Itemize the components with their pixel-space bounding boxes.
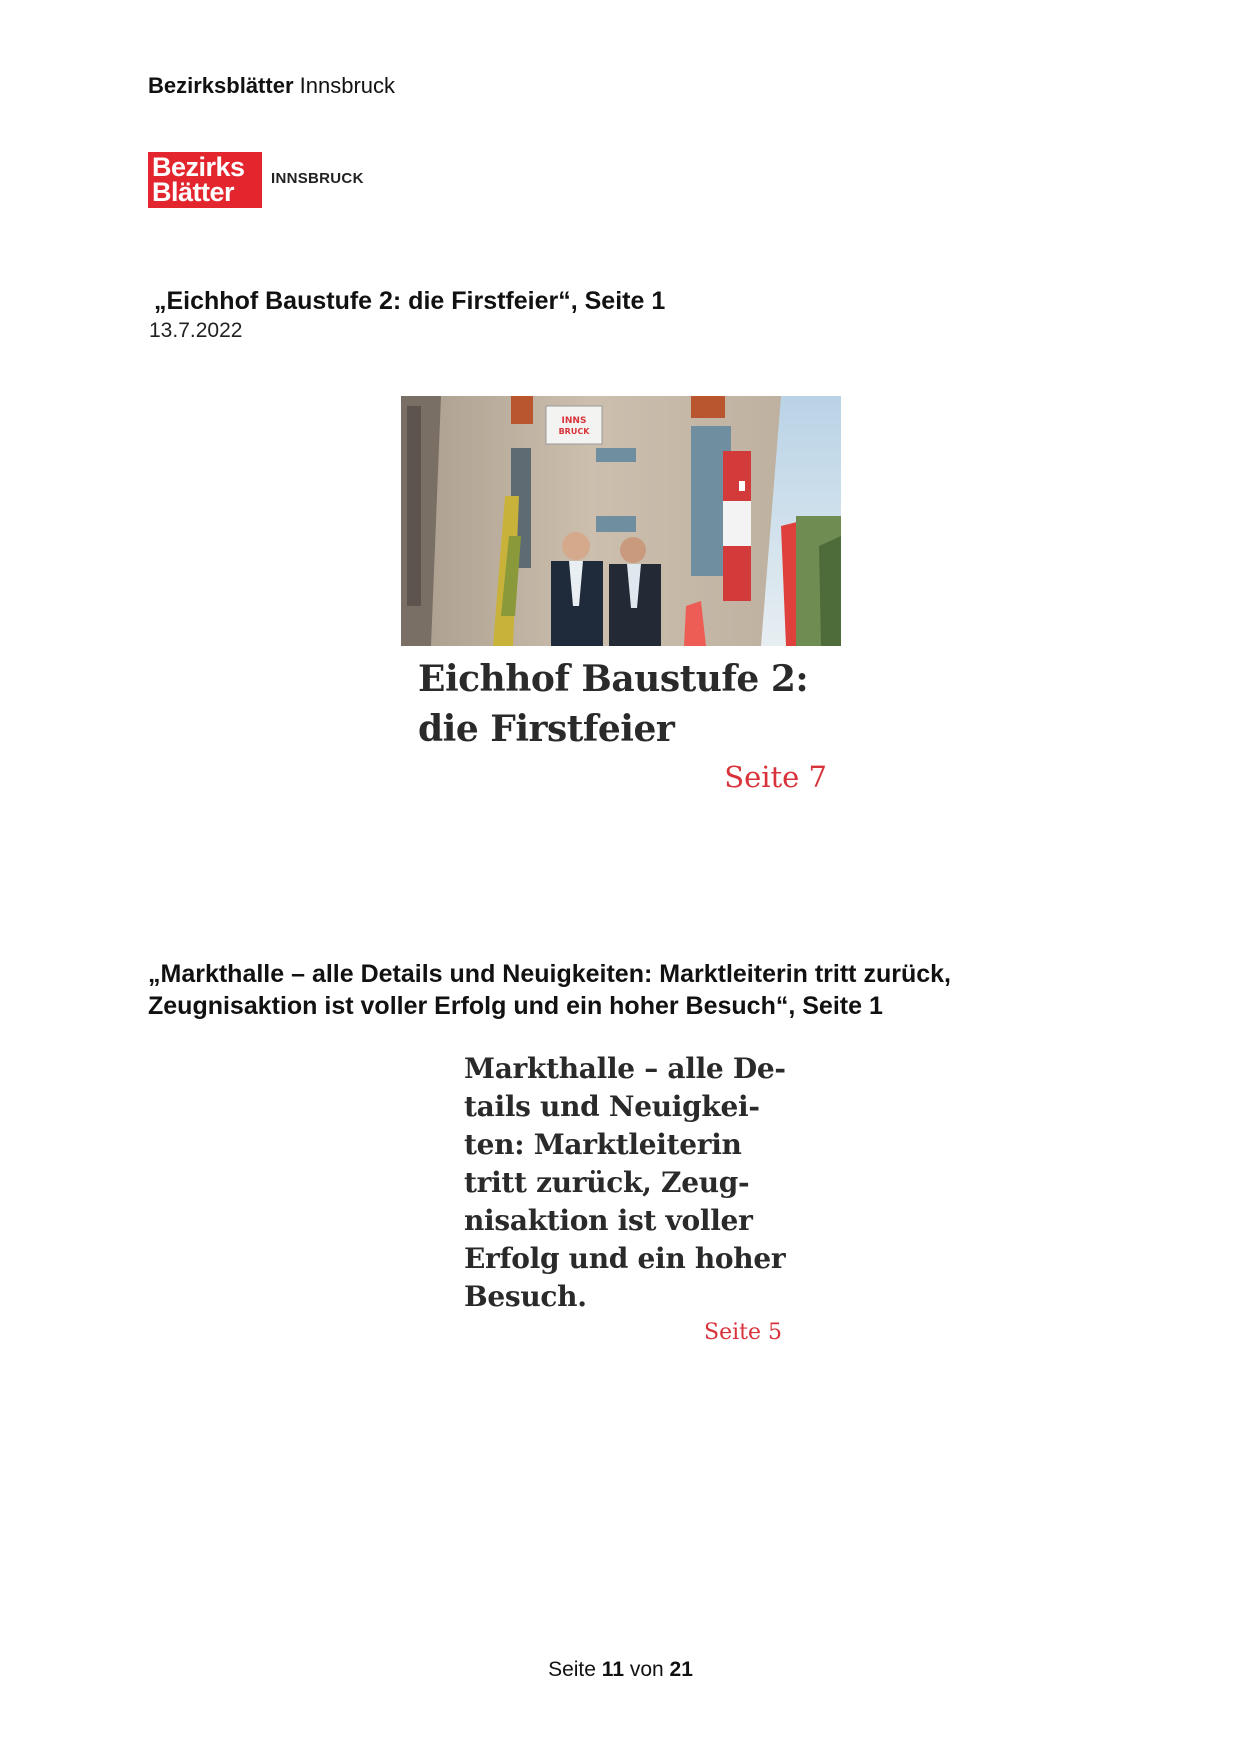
- clipping-2-headline-line: ten: Marktleiterin: [464, 1128, 742, 1161]
- clipping-1-headline-line: die Firstfeier: [418, 708, 675, 750]
- photo-sign-line1: INNS: [561, 416, 587, 426]
- logo-line-1: Bezirks: [152, 152, 245, 182]
- article-2-title: [148, 958, 951, 1022]
- footer-prefix: Seite: [548, 1658, 596, 1681]
- clipping-2-headline-line: Besuch.: [464, 1280, 587, 1313]
- article-1-clipping: [401, 396, 841, 806]
- photo-sign-line2: BRUCK: [558, 427, 590, 436]
- logo-line-2: Blätter: [152, 177, 235, 207]
- article-1-date: 13.7.2022: [149, 319, 243, 342]
- clipping-2-headline-line: tritt zurück, Zeug-: [464, 1166, 750, 1199]
- firstfeier-photo: [401, 396, 841, 646]
- logo-city: INNSBRUCK: [271, 170, 364, 187]
- article-2-title-line: Zeugnisaktion ist voller Erfolg und ein hoher Besuch“, Seite 1: [148, 992, 883, 1020]
- clipping-2-headline-line: Erfolg und ein hoher: [464, 1242, 786, 1275]
- article-2-title-line: „Markthalle – alle Details und Neuigkeiten: Marktleiterin tritt zurück,: [148, 960, 951, 988]
- clipping-1-page-ref: Seite 7: [724, 760, 827, 794]
- clipping-2-page-ref: Seite 5: [704, 1320, 782, 1345]
- clipping-1-headline: [418, 654, 808, 754]
- footer-total-pages: 21: [669, 1658, 693, 1681]
- article-2-clipping: [464, 1050, 784, 1360]
- footer-current-page: 11: [601, 1658, 624, 1681]
- bezirksblaetter-logo: [148, 152, 262, 208]
- clipping-2-headline-line: nisaktion ist voller: [464, 1204, 753, 1237]
- page-footer: [0, 1658, 1241, 1682]
- page-header: [148, 73, 395, 99]
- clipping-1-headline-line: Eichhof Baustufe 2:: [418, 658, 809, 700]
- footer-separator: von: [629, 1658, 664, 1681]
- article-1-title: „Eichhof Baustufe 2: die Firstfeier“, Seite 1: [154, 287, 666, 315]
- header-publication: Bezirksblätter: [148, 73, 294, 98]
- header-city: Innsbruck: [299, 73, 396, 98]
- clipping-2-headline-line: tails und Neuigkei-: [464, 1090, 760, 1123]
- clipping-2-headline: [464, 1050, 786, 1316]
- clipping-2-headline-line: Markthalle – alle De-: [464, 1052, 786, 1085]
